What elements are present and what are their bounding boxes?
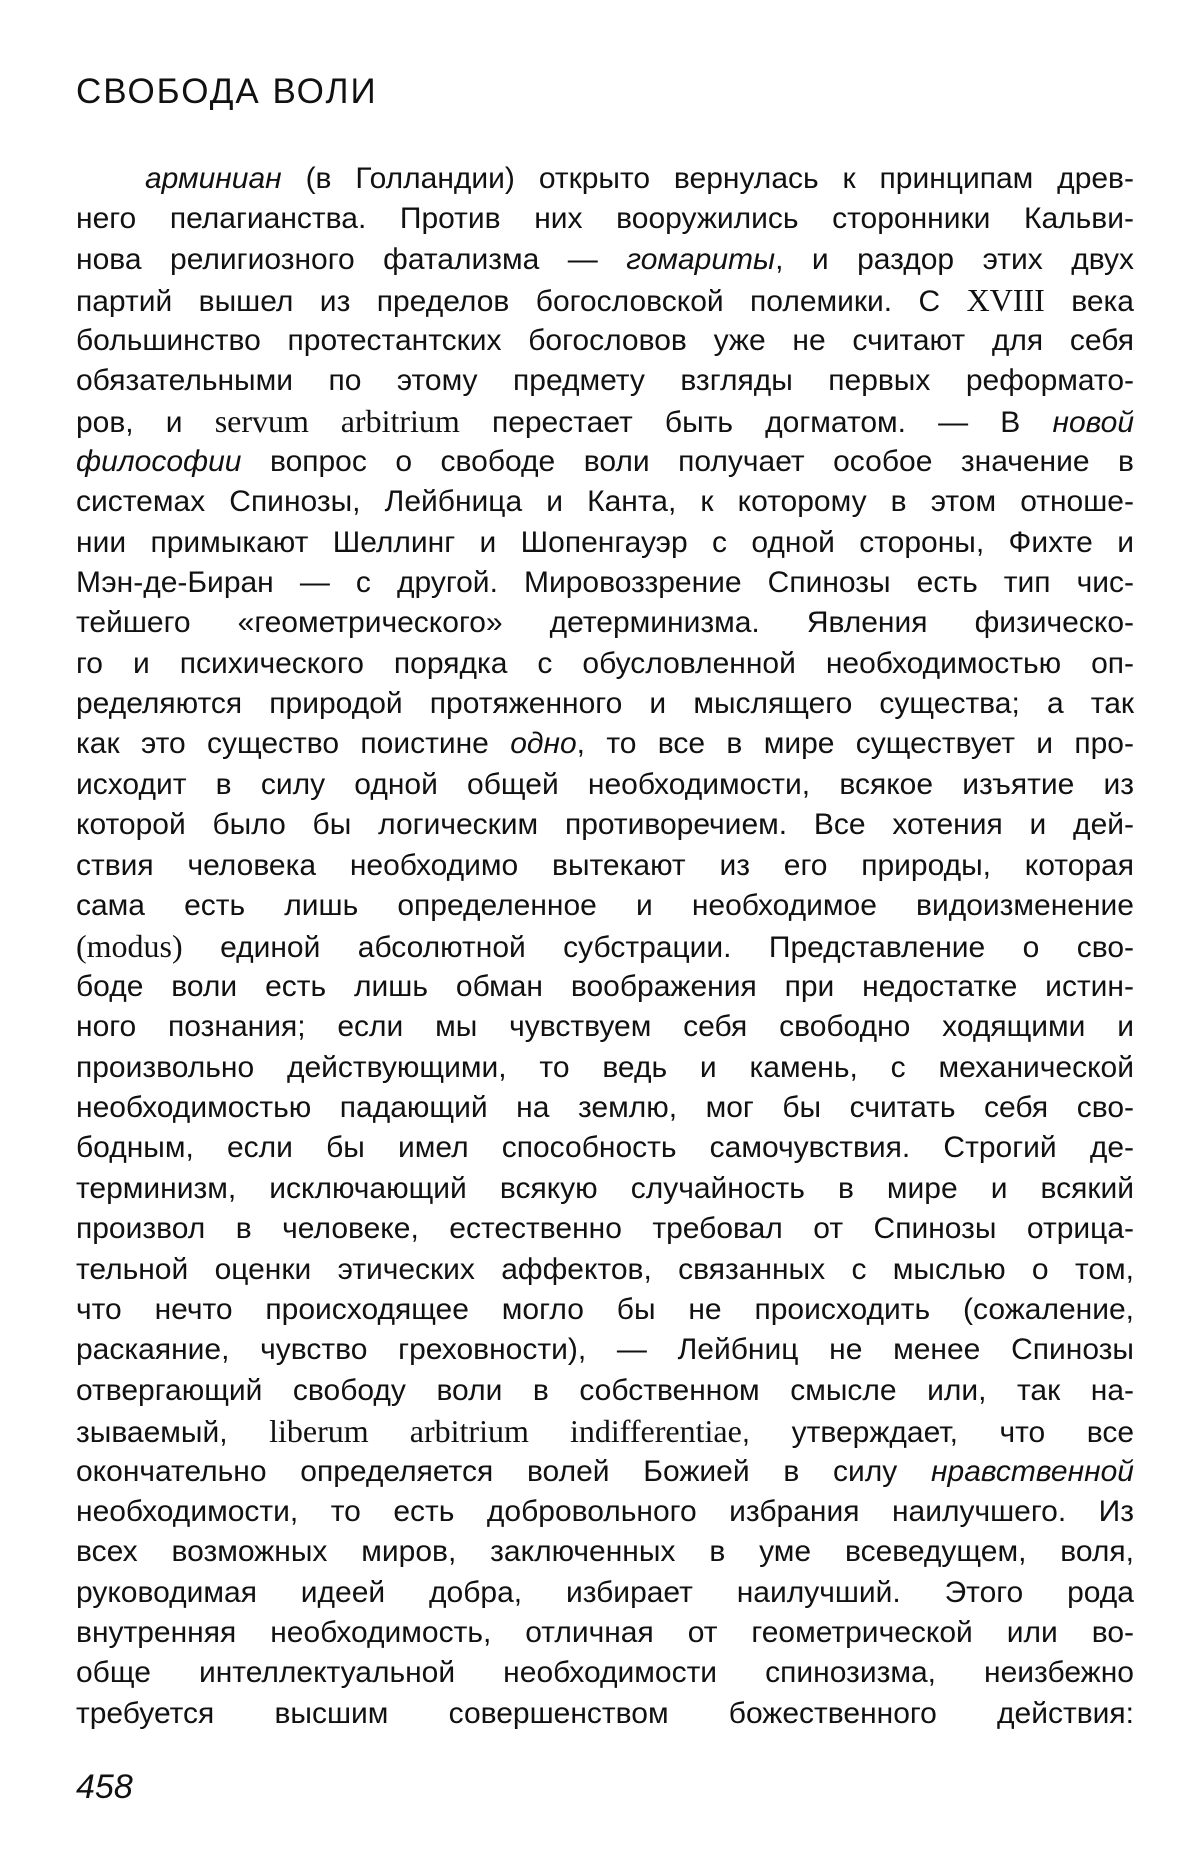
italic-term: одно xyxy=(510,727,577,761)
text-run: произвольно действующими, то ведь и камень, с механической xyxy=(76,1050,1134,1084)
text-run: произвол в человеке, естественно требовал от Спинозы отрица- xyxy=(76,1212,1134,1246)
text-line xyxy=(76,1492,1134,1532)
latin-term: XVIII xyxy=(966,282,1045,319)
text-run: необходимости, то есть добровольного избрания наилучшего. Из xyxy=(76,1494,1134,1528)
text-line xyxy=(76,442,1134,482)
text-run: требуется высшим совершенством божественного действия: xyxy=(76,1696,1134,1730)
text-run: обще интеллектуальной необходимости спинозизма, неизбежно xyxy=(76,1656,1134,1690)
text-line xyxy=(76,280,1134,320)
text-line xyxy=(76,1532,1134,1572)
text-line xyxy=(76,1290,1134,1330)
text-run: обязательными по этому предмету взгляды первых реформато- xyxy=(76,363,1134,397)
text-line xyxy=(76,1169,1134,1209)
text-line xyxy=(76,1694,1134,1734)
text-line xyxy=(76,684,1134,724)
text-run: внутренняя необходимость, отличная от геометрической или во- xyxy=(76,1616,1134,1650)
text-run: большинство протестантских богословов уже не считают для себя xyxy=(76,323,1134,357)
body-text xyxy=(76,159,1134,1734)
text-run: отвергающий свободу воли в собственном смысле или, так на- xyxy=(76,1373,1134,1407)
text-run: которой было бы логическим противоречием. Все хотения и дей- xyxy=(76,808,1134,842)
text-run: Мэн-де-Биран — с другой. Мировоззрение Спинозы есть тип чис- xyxy=(76,565,1134,599)
text-run: бодным, если бы имел способность самочувствия. Строгий де- xyxy=(76,1131,1134,1165)
italic-term: арминиан xyxy=(145,162,282,195)
latin-term: servum arbitrium xyxy=(214,403,460,440)
text-run: ствия человека необходимо вытекают из его природы, которая xyxy=(76,848,1134,882)
text-line xyxy=(76,1452,1134,1492)
text-line xyxy=(76,603,1134,643)
text-line xyxy=(76,1613,1134,1653)
text-line xyxy=(76,1209,1134,1249)
text-run: , и раздор этих двух xyxy=(775,242,1134,276)
latin-term: (modus) xyxy=(76,928,183,965)
text-run: исходит в силу одной общей необходимости, всякое изъятие из xyxy=(76,767,1134,801)
text-run: руководимая идеей добра, избирает наилучший. Этого рода xyxy=(76,1575,1134,1609)
text-line xyxy=(76,1007,1134,1047)
latin-term: liberum arbitrium indifferentiae xyxy=(269,1413,742,1450)
text-run: , утверждает, что все xyxy=(741,1416,1134,1450)
text-run: системах Спинозы, Лейбница и Канта, к которому в этом отноше- xyxy=(76,485,1134,519)
text-line xyxy=(76,1653,1134,1693)
text-run: партий вышел из пределов богословской полемики. С xyxy=(76,285,967,319)
text-line xyxy=(76,199,1134,239)
text-line xyxy=(76,805,1134,845)
text-line xyxy=(76,482,1134,522)
text-run: всех возможных миров, заключенных в уме всеведущем, воля, xyxy=(76,1535,1134,1569)
text-run: раскаяние, чувство греховности), — Лейбниц не менее Спинозы xyxy=(76,1333,1134,1367)
text-line xyxy=(76,1330,1134,1370)
text-line xyxy=(76,523,1134,563)
text-line xyxy=(76,967,1134,1007)
italic-term: нравственной xyxy=(931,1454,1134,1488)
text-line xyxy=(76,1371,1134,1411)
text-run: что нечто происходящее могло бы не происходить (сожаление, xyxy=(76,1292,1134,1326)
text-run: ределяются природой протяженного и мыслящего существа; а так xyxy=(76,687,1134,721)
text-line xyxy=(76,563,1134,603)
text-line xyxy=(76,1128,1134,1168)
page-number: 458 xyxy=(76,1768,133,1806)
text-line xyxy=(76,1573,1134,1613)
text-run: необходимостью падающий на землю, мог бы считать себя сво- xyxy=(76,1090,1134,1124)
text-run: го и психического порядка с обусловленной необходимостью оп- xyxy=(76,646,1134,680)
text-line xyxy=(76,724,1134,764)
text-run: тейшего «геометрического» детерминизма. Явления физическо- xyxy=(76,606,1134,640)
text-run: сама есть лишь определенное и необходимое видоизменение xyxy=(76,889,1134,923)
text-run: перестает быть догматом. — В xyxy=(459,406,1053,440)
text-run: ного познания; если мы чувствуем себя свободно ходящими и xyxy=(76,1010,1134,1044)
text-line xyxy=(76,321,1134,361)
text-line xyxy=(76,1250,1134,1290)
italic-term: новой xyxy=(1052,406,1134,440)
text-run: вопрос о свободе воли получает особое значение в xyxy=(241,444,1134,478)
text-line xyxy=(76,1411,1134,1451)
text-line xyxy=(76,886,1134,926)
italic-term: философии xyxy=(76,444,242,478)
text-run: века xyxy=(1044,285,1134,319)
text-line xyxy=(76,644,1134,684)
text-run: боде воли есть лишь обман воображения при недостатке истин- xyxy=(76,969,1134,1003)
text-run: нии примыкают Шеллинг и Шопенгауэр с одной стороны, Фихте и xyxy=(76,525,1134,559)
text-line xyxy=(76,926,1134,966)
text-line xyxy=(76,1088,1134,1128)
text-run: зываемый, xyxy=(76,1416,270,1450)
text-line xyxy=(76,765,1134,805)
text-run: как это существо поистине xyxy=(76,727,511,761)
text-run: окончательно определяется волей Божией в силу xyxy=(76,1454,932,1488)
text-run: , то все в мире существует и про- xyxy=(576,727,1134,761)
text-line xyxy=(76,846,1134,886)
text-line xyxy=(76,159,1134,199)
text-run: терминизм, исключающий всякую случайность в мире и всякий xyxy=(76,1171,1134,1205)
text-line xyxy=(76,240,1134,280)
text-run: него пелагианства. Против них вооружились сторонники Кальви- xyxy=(76,202,1134,236)
text-run: (в Голландии) открыто вернулась к принципам древ- xyxy=(281,162,1134,195)
text-run: нова религиозного фатализма — xyxy=(76,242,627,276)
running-head: СВОБОДА ВОЛИ xyxy=(76,72,378,111)
italic-term: гомариты xyxy=(626,242,776,276)
text-line xyxy=(76,361,1134,401)
text-line xyxy=(76,401,1134,441)
text-run: ров, и xyxy=(76,406,215,440)
text-line xyxy=(76,1048,1134,1088)
text-run: единой абсолютной субстрации. Представление о сво- xyxy=(182,931,1134,965)
text-run: тельной оценки этических аффектов, связанных с мыслью о том, xyxy=(76,1252,1134,1286)
